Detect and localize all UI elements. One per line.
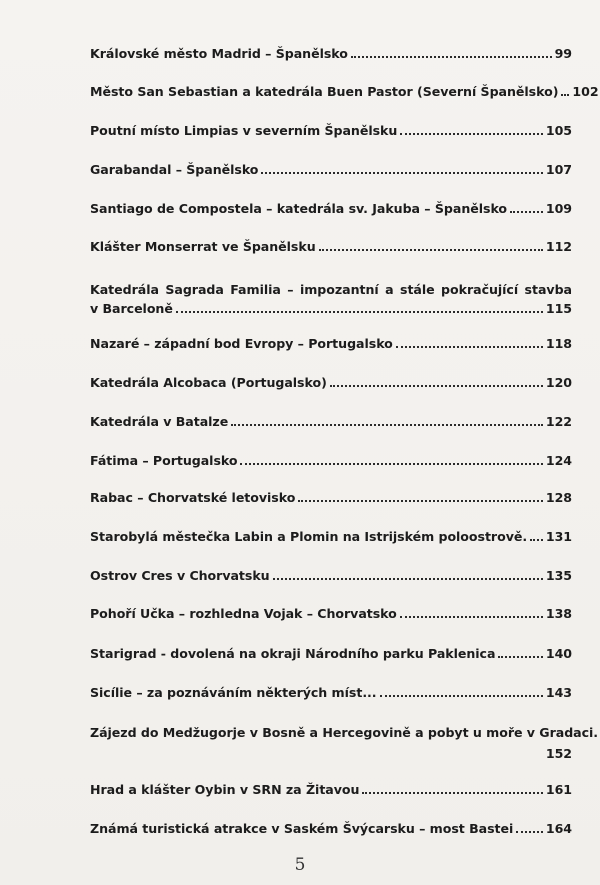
toc-entry <box>90 238 572 255</box>
leader-dots <box>516 831 543 833</box>
toc-entry <box>90 83 599 100</box>
leader-dots <box>498 656 542 658</box>
leader-dots <box>530 539 543 541</box>
toc-entry-title: Katedrála v Batalze <box>90 414 229 429</box>
toc-entry-title: Santiago de Compostela – katedrála sv. Jakuba – Španělsko <box>90 201 508 216</box>
toc-entry <box>90 45 572 62</box>
toc-entry-title-line2: v Barceloně <box>90 301 173 316</box>
toc-entry <box>90 489 572 506</box>
leader-dots <box>298 500 543 502</box>
leader-dots <box>362 792 542 794</box>
toc-entry-page: 164 <box>545 821 572 836</box>
toc-entry-page: 105 <box>545 123 572 138</box>
toc-entry-page: 102 <box>572 84 599 99</box>
toc-entry-page: 124 <box>545 453 572 468</box>
toc-entry-title: Starigrad - dovolená na okraji Národního parku Paklenica <box>90 646 496 661</box>
leader-dots <box>380 695 543 697</box>
toc-entry-title: Ostrov Cres v Chorvatsku <box>90 568 270 583</box>
leader-dots <box>400 616 543 618</box>
toc-entry-page: 140 <box>545 646 572 661</box>
toc-entry <box>90 684 572 701</box>
leader-dots <box>261 172 542 174</box>
toc-entry-page: 115 <box>545 301 572 316</box>
toc-entry-title-line1: Katedrála Sagrada Familia – impozantní a stále pokračující stavba <box>90 282 572 297</box>
toc-entry-page: 135 <box>545 568 572 583</box>
leader-dots <box>240 463 542 465</box>
toc-entry-page: 109 <box>545 201 572 216</box>
toc-entry-title: Katedrála Alcobaca (Portugalsko) <box>90 375 327 390</box>
leader-dots <box>330 385 543 387</box>
leader-dots <box>176 311 543 313</box>
toc-entry-page: 131 <box>545 529 572 544</box>
toc-entry-title: Pohoří Učka – rozhledna Vojak – Chorvatsko <box>90 606 397 621</box>
toc-entry-title: Známá turistická atrakce v Saském Švýcarsku – most Bastei <box>90 821 514 836</box>
toc-entry-page: 99 <box>554 46 572 61</box>
toc-entry-title: Poutní místo Limpias v severním Španělsku <box>90 123 398 138</box>
toc-entry <box>90 724 599 762</box>
leader-dots <box>561 94 569 96</box>
toc-entry-title: Město San Sebastian a katedrála Buen Pastor (Severní Španělsko) <box>90 84 559 99</box>
toc-entry-title: Fátima – Portugalsko <box>90 453 238 468</box>
toc-entry <box>90 335 572 352</box>
toc-entry <box>90 567 572 584</box>
leader-dots <box>351 56 552 58</box>
toc-entry-title: Nazaré – západní bod Evropy – Portugalsko <box>90 336 393 351</box>
leader-dots <box>231 424 543 426</box>
toc-entry-page: 107 <box>545 162 572 177</box>
toc-entry-page: 118 <box>545 336 572 351</box>
toc-entry-title: Rabac – Chorvatské letovisko <box>90 490 296 505</box>
toc-entry <box>90 413 572 430</box>
toc-entry-page: 143 <box>545 685 572 700</box>
toc-entry <box>90 781 572 798</box>
toc-entry-page: 112 <box>545 239 572 254</box>
toc-entry-title: Královské město Madrid – Španělsko <box>90 46 348 61</box>
toc-entry-title: Sicílie – za poznáváním některých míst... <box>90 685 377 700</box>
leader-dots <box>319 249 543 251</box>
toc-entry <box>90 528 572 545</box>
toc-entry-page: 128 <box>545 490 572 505</box>
toc-entry-title: Starobylá městečka Labin a Plomin na Istrijském poloostrově. <box>90 529 528 544</box>
toc-entry <box>90 452 572 469</box>
toc-entry-title: Klášter Monserrat ve Španělsku <box>90 239 316 254</box>
leader-dots <box>396 346 543 348</box>
toc-entry <box>90 200 572 217</box>
toc-entry-title: Garabandal – Španělsko <box>90 162 259 177</box>
toc-entry-title: Zájezd do Medžugorje v Bosně a Hercegovině a pobyt u moře v Gradaci. <box>90 725 599 740</box>
toc-entry <box>90 820 572 837</box>
toc-entry <box>90 161 572 178</box>
toc-entry <box>90 281 572 317</box>
leader-dots <box>510 211 543 213</box>
toc-entry <box>90 122 572 139</box>
toc-entry-page: 161 <box>545 782 572 797</box>
toc-entry <box>90 645 572 662</box>
toc-entry-page: 152 <box>545 746 572 761</box>
toc-entry-title: Hrad a klášter Oybin v SRN za Žitavou <box>90 782 360 797</box>
leader-dots <box>273 578 543 580</box>
page-number: 5 <box>294 855 306 875</box>
toc-entry-page: 138 <box>545 606 572 621</box>
toc-entry-page: 122 <box>545 414 572 429</box>
leader-dots <box>400 133 543 135</box>
toc-entry <box>90 605 572 622</box>
toc-entry-page: 120 <box>545 375 572 390</box>
toc-entry <box>90 374 572 391</box>
